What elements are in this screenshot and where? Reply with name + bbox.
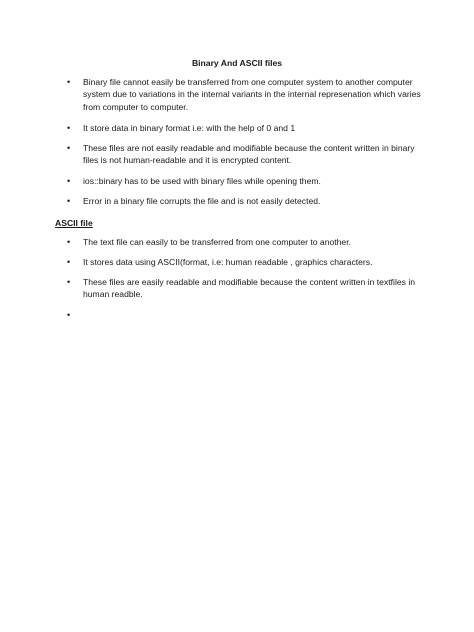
list-item [67, 195, 422, 207]
list-item-text: Error in a binary file corrupts the file and is not easily detected. [83, 196, 321, 206]
list-item-text: ios::binary has to be used with binary files while opening them. [83, 176, 321, 186]
bullet-icon: • [67, 196, 71, 206]
bullet-icon: • [67, 277, 71, 287]
list-item-text: It store data in binary format i.e: with the help of 0 and 1 [83, 123, 296, 133]
list-item [67, 122, 422, 134]
list-item [67, 256, 422, 268]
list-item-text: The text file can easily to be transferred from one computer to another. [83, 237, 351, 247]
bullet-icon: • [67, 310, 71, 320]
list-item-text: These files are easily readable and modifiable because the content written in textfiles in human readble. [83, 277, 416, 300]
list-item-text: Binary file cannot easily be transferred from one computer system to another computer system due to variations in the internal variants in the internal represenation which varies from computer to computer. [83, 77, 421, 112]
bullet-icon: • [67, 176, 71, 186]
bullet-icon: • [67, 143, 71, 153]
bullet-icon: • [67, 77, 71, 87]
bullet-icon: • [67, 237, 71, 247]
list-item [67, 276, 422, 301]
ascii-section-heading: ASCII file [55, 218, 93, 228]
list-item [67, 236, 422, 248]
list-item-text: These files are not easily readable and modifiable because the content written in binary files is not human-readable and it is encrypted content. [83, 143, 415, 166]
list-item [67, 76, 422, 113]
bullet-icon: • [67, 257, 71, 267]
bullet-icon: • [67, 123, 71, 133]
document-title: Binary And ASCII files [191, 58, 283, 68]
list-item-text: It stores data using ASCII(format, i.e: human readable , graphics characters. [83, 257, 373, 267]
list-item [67, 175, 422, 187]
list-item [67, 142, 422, 167]
